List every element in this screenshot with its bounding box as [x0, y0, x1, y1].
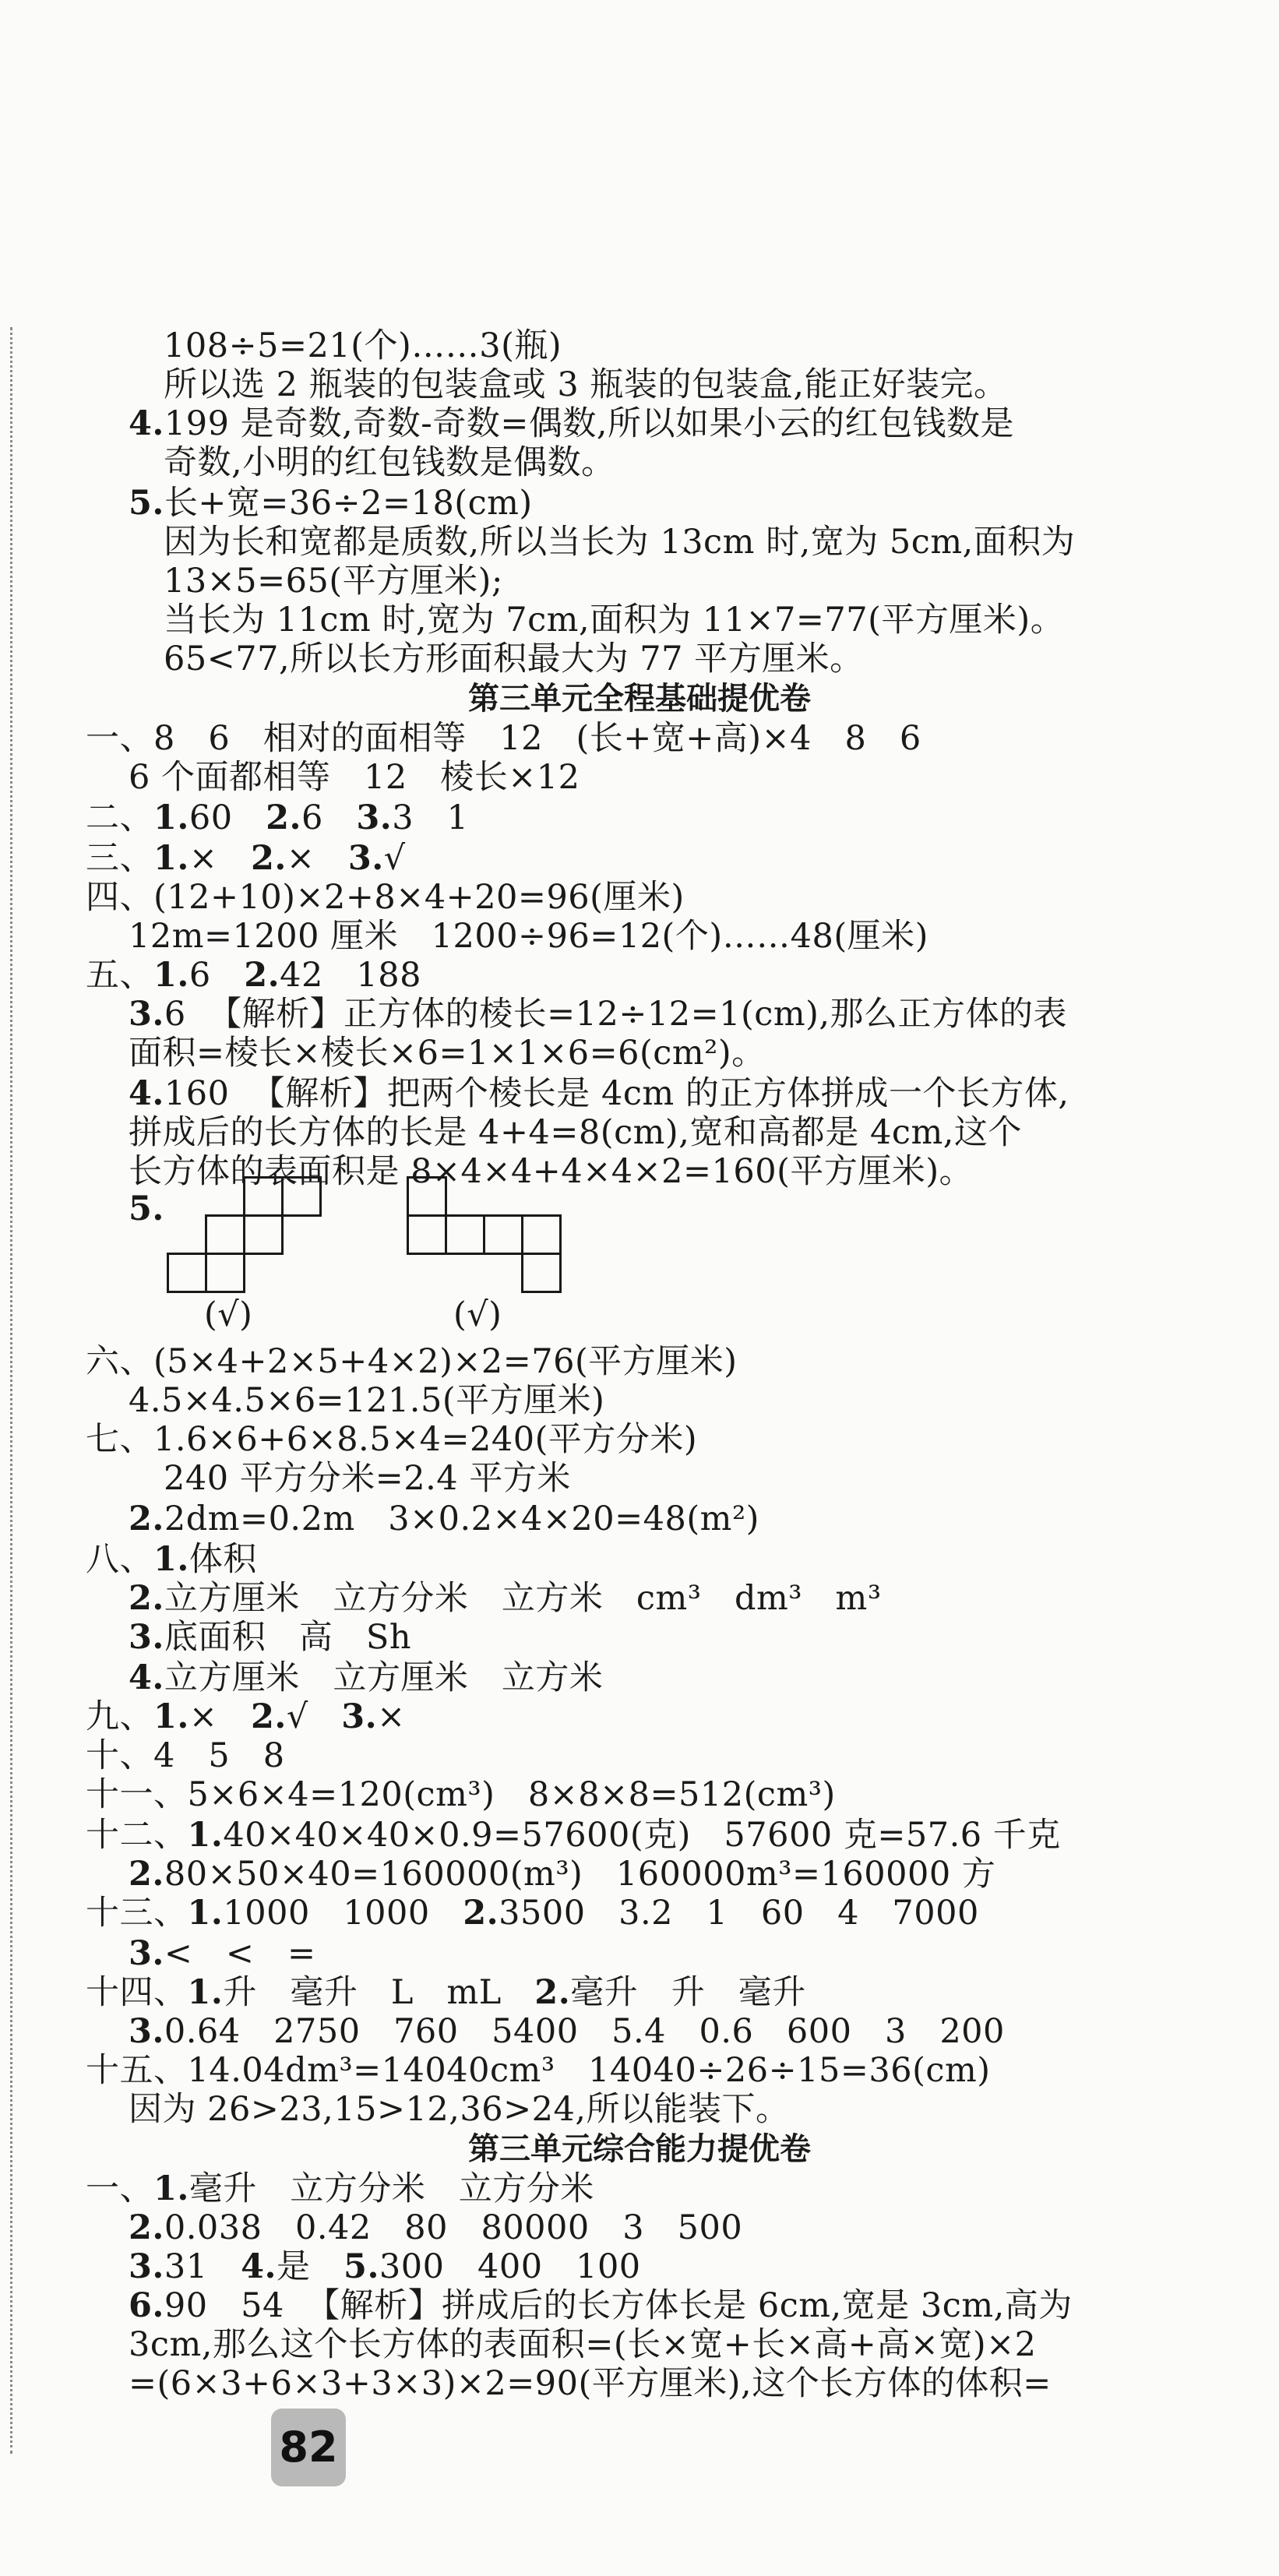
- part-14: [86, 1972, 806, 2013]
- answer-text: 80×50×40=160000(m³) 160000m³=160000 方: [164, 1855, 996, 1894]
- answer-text: 300 400 100: [379, 2247, 641, 2286]
- answer-12-2: [129, 1854, 995, 1894]
- line: 240 平方分米=2.4 平方米: [164, 1459, 571, 1498]
- item-number: 3.: [129, 1618, 164, 1657]
- item-number: 3.: [129, 2247, 164, 2286]
- item-number: 3.: [347, 839, 384, 878]
- answer-text: 6: [301, 798, 357, 837]
- part-4: 四、(12+10)×2+8×4+20=96(厘米): [86, 878, 685, 917]
- part-label: 十三、: [86, 1894, 188, 1933]
- answer-13-3: [129, 1933, 316, 1974]
- answer-text: 1000 1000: [223, 1894, 463, 1933]
- item-number: 2.: [244, 956, 280, 995]
- item-number: 1.: [187, 1973, 224, 2012]
- part-2: [86, 798, 469, 838]
- answer-8-3: [129, 1617, 411, 1658]
- item-number: 2.: [534, 1973, 571, 2012]
- line: =(6×3+6×3+3×3)×2=90(平方厘米),这个长方体的体积=: [129, 2364, 1052, 2403]
- answer-text: 160 【解析】把两个棱长是 4cm 的正方体拼成一个长方体,: [164, 1074, 1069, 1113]
- net-square: [521, 1214, 562, 1255]
- item-number: 2.: [129, 1855, 164, 1894]
- line: 奇数,小明的红包钱数是偶数。: [164, 443, 615, 482]
- line: 4.5×4.5×6=121.5(平方厘米): [129, 1381, 605, 1420]
- item-number: 5.: [129, 1189, 164, 1228]
- net-square: [407, 1176, 447, 1217]
- answer-1-2: [129, 2208, 742, 2248]
- answer-text: 3500 3.2 1 60 4 7000: [499, 1894, 979, 1933]
- net-square: [445, 1214, 485, 1255]
- answer-text: ×: [189, 839, 251, 878]
- item-number: 5.: [344, 2247, 379, 2286]
- answer-text: 0.64 2750 760 5400 5.4 0.6 600 3 200: [164, 2012, 1005, 2051]
- line: 当长为 11cm 时,宽为 7cm,面积为 11×7=77(平方厘米)。: [164, 601, 1065, 640]
- item-number: 2.: [463, 1894, 499, 1933]
- net-square: [167, 1253, 207, 1293]
- part-15: 十五、14.04dm³=14040cm³ 14040÷26÷15=36(cm): [86, 2051, 991, 2090]
- answer-text: 60: [189, 798, 266, 837]
- answer-4: [129, 403, 1014, 444]
- answer-text: √: [383, 839, 406, 878]
- item-number: 2.: [266, 798, 302, 837]
- section-title: 第三单元全程基础提优卷: [468, 681, 811, 717]
- net-square: [407, 1214, 447, 1255]
- part-11: 十一、5×6×4=120(cm³) 8×8×8=512(cm³): [86, 1775, 836, 1814]
- part-label: 二、: [86, 798, 153, 837]
- line: 108÷5=21(个)……3(瓶): [164, 326, 562, 365]
- answer-text: 体积: [189, 1540, 257, 1579]
- answer-text: 底面积 高 Sh: [164, 1618, 412, 1657]
- answer-text: < < =: [164, 1934, 316, 1973]
- answer-5-3: [129, 994, 1067, 1034]
- part-9: [86, 1697, 406, 1737]
- part-8: [86, 1539, 257, 1580]
- page-number: 82: [271, 2409, 346, 2486]
- line: 因为 26>23,15>12,36>24,所以能装下。: [129, 2090, 790, 2129]
- part-10: 十、4 5 8: [86, 1736, 285, 1775]
- answer-text: ×: [189, 1697, 251, 1736]
- answer-7-2: [129, 1499, 759, 1539]
- item-number: 4.: [241, 2247, 277, 2286]
- net-square: [205, 1214, 245, 1255]
- item-number: 2.: [129, 1499, 164, 1538]
- item-number: 1.: [187, 1894, 224, 1933]
- part-7: 七、1.6×6+6×8.5×4=240(平方分米): [86, 1420, 698, 1459]
- item-number: 1.: [153, 798, 189, 837]
- part-3: [86, 838, 406, 879]
- answer-text: ×: [377, 1697, 406, 1736]
- item-number: 1.: [153, 839, 189, 878]
- net-square: [205, 1253, 245, 1293]
- line: 13×5=65(平方厘米);: [164, 562, 503, 601]
- item-number: 3.: [356, 798, 393, 837]
- answer-text: 0.038 0.42 80 80000 3 500: [164, 2208, 743, 2247]
- section-title: 第三单元综合能力提优卷: [468, 2131, 811, 2167]
- item-number: 3.: [129, 1934, 164, 1973]
- part-label: 五、: [86, 956, 153, 995]
- answer-text: 立方厘米 立方分米 立方米 cm³ dm³ m³: [164, 1579, 882, 1618]
- item-number: 1.: [153, 956, 189, 995]
- net-square: [483, 1214, 523, 1255]
- answer-text: 立方厘米 立方厘米 立方米: [164, 1658, 604, 1697]
- answer-8-4: [129, 1658, 603, 1698]
- item-number: 1.: [187, 1816, 224, 1855]
- answer-text: 毫升 立方分米 立方分米: [189, 2169, 594, 2208]
- part-label: 一、: [86, 2169, 153, 2208]
- item-number: 3.: [341, 1697, 378, 1736]
- part-1: [86, 2169, 594, 2209]
- part-12: [86, 1815, 1061, 1855]
- answer-text: 6: [189, 956, 245, 995]
- part-label: 十四、: [86, 1973, 188, 2012]
- answer-1-6: [129, 2285, 1073, 2326]
- answer-text: 3 1: [392, 798, 469, 837]
- answer-5-5: [129, 1189, 164, 1229]
- item-number: 1.: [153, 2169, 189, 2208]
- part-13: [86, 1893, 979, 1933]
- part-1: 一、8 6 相对的面相等 12 (长+宽+高)×4 8 6: [86, 719, 921, 758]
- answer-14-3: [129, 2011, 1005, 2052]
- answer-text: ×: [286, 839, 348, 878]
- item-number: 4.: [129, 1658, 164, 1697]
- item-number: 5.: [129, 484, 164, 523]
- answer-text: 90 54 【解析】拼成后的长方体长是 6cm,宽是 3cm,高为: [164, 2286, 1073, 2325]
- item-number: 3.: [129, 995, 164, 1034]
- answer-text: 42 188: [280, 956, 421, 995]
- net-square: [243, 1176, 284, 1217]
- item-number: 2.: [129, 1579, 164, 1618]
- item-number: 2.: [250, 839, 287, 878]
- line: 6 个面都相等 12 棱长×12: [129, 758, 580, 797]
- item-number: 1.: [153, 1540, 189, 1579]
- item-number: 2.: [129, 2208, 164, 2247]
- item-number: 4.: [129, 1074, 164, 1113]
- answer-text: 升 毫升 L mL: [223, 1973, 535, 2012]
- line: 拼成后的长方体的长是 4+4=8(cm),宽和高都是 4cm,这个: [129, 1113, 1022, 1152]
- part-5: [86, 955, 421, 996]
- answer-text: 199 是奇数,奇数-奇数=偶数,所以如果小云的红包钱数是: [164, 404, 1015, 443]
- part-6: 六、(5×4+2×5+4×2)×2=76(平方厘米): [86, 1342, 738, 1381]
- item-number: 6.: [129, 2286, 164, 2325]
- line: 12m=1200 厘米 1200÷96=12(个)……48(厘米): [129, 917, 928, 956]
- answer-text: 毫升 升 毫升: [570, 1973, 806, 2012]
- check-mark-1: (√): [204, 1295, 253, 1334]
- check-mark-2: (√): [453, 1295, 502, 1334]
- net-square: [243, 1214, 284, 1255]
- answer-text: 6 【解析】正方体的棱长=12÷12=1(cm),那么正方体的表: [164, 995, 1068, 1034]
- answer-1-3: [129, 2247, 641, 2287]
- line: 3cm,那么这个长方体的表面积=(长×宽+长×高+高×宽)×2: [129, 2325, 1037, 2364]
- line: 面积=棱长×棱长×6=1×1×6=6(cm²)。: [129, 1034, 766, 1073]
- line: 长方体的表面积是 8×4×4+4×4×2=160(平方厘米)。: [129, 1152, 974, 1191]
- net-square: [281, 1176, 322, 1217]
- line: 所以选 2 瓶装的包装盒或 3 瓶装的包装盒,能正好装完。: [164, 365, 1008, 404]
- answer-text: 2dm=0.2m 3×0.2×4×20=48(m²): [164, 1499, 759, 1538]
- item-number: 3.: [129, 2012, 164, 2051]
- answer-8-2: [129, 1578, 882, 1619]
- item-number: 1.: [153, 1697, 189, 1736]
- part-label: 八、: [86, 1540, 153, 1579]
- answer-text: 31: [164, 2247, 241, 2286]
- item-number: 4.: [129, 404, 164, 443]
- part-label: 三、: [86, 839, 153, 878]
- answer-5-4: [129, 1073, 1069, 1114]
- net-square: [521, 1253, 562, 1293]
- answer-text: 40×40×40×0.9=57600(克) 57600 克=57.6 千克: [223, 1816, 1061, 1855]
- item-number: 2.: [250, 1697, 287, 1736]
- part-label: 十二、: [86, 1816, 188, 1855]
- answer-text: √: [286, 1697, 342, 1736]
- answer-text: 是: [277, 2247, 344, 2286]
- part-label: 九、: [86, 1697, 153, 1736]
- answer-5: [129, 483, 533, 523]
- answer-text: 长+宽=36÷2=18(cm): [164, 484, 533, 523]
- line: 65<77,所以长方形面积最大为 77 平方厘米。: [164, 640, 864, 678]
- line: 因为长和宽都是质数,所以当长为 13cm 时,宽为 5cm,面积为: [164, 523, 1076, 562]
